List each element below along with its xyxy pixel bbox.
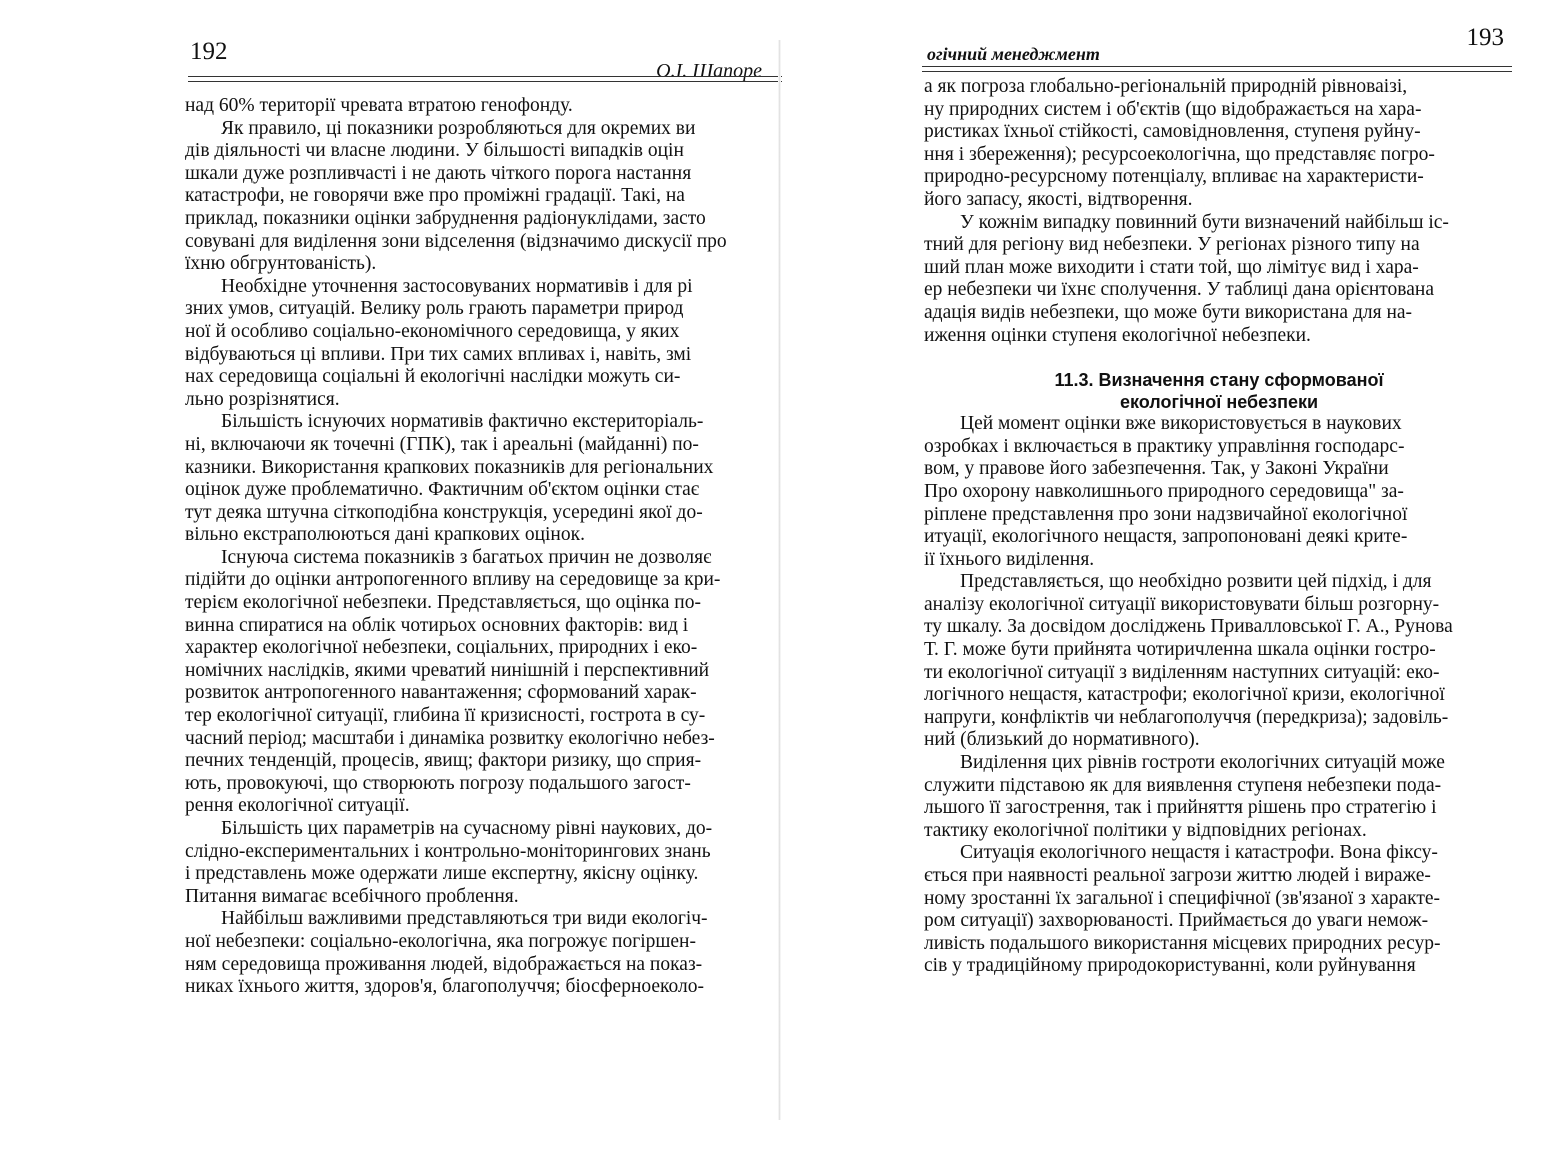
section-heading: екологічної небезпеки [1119,392,1319,413]
text-line: Про охорону навколишнього природного середовища" за- [924,480,1404,502]
text-line: иження оцінки ступеня екологічної небезпеки. [924,324,1311,346]
text-line: печних тенденцій, процесів, явищ; фактори ризику, що сприя- [185,750,702,772]
text-line: номічних наслідків, якими чреватий нинішній і перспективний [185,659,710,681]
text-line: ної й особливо соціально-економічного середовища, у яких [185,320,680,342]
text-line: Представляється, що необхідно розвити цей підхід, і для [960,571,1432,593]
text-line: дів діяльності чи власне людини. У більшості випадків оцін [185,140,684,162]
text-line: тний для регіону вид небезпеки. У регіонах різного типу на [924,234,1420,256]
text-line: тактику екологічної політики у відповідних регіонах. [924,819,1367,841]
header-rule [188,76,782,77]
text-line: а як погроза глобально-регіональній природній рівноваізі, [924,76,1408,97]
page-number: 193 [1466,24,1504,51]
text-line: Виділення цих рівнів гостроти екологічних ситуацій може [960,752,1445,774]
text-line: розвиток антропогенного навантаження; сформований харак- [185,682,697,704]
text-line: шкали дуже розпливчасті і не дають чіткого порога настання [185,162,692,184]
header-rule [188,81,782,82]
text-line: Найбільш важливими представляються три види екологіч- [221,908,708,930]
text-line: ристиках їхньої стійкості, самовідновлення, ступеня руйну- [924,121,1421,143]
text-line: ту шкалу. За досвідом досліджень Привалловської Г. А., Рунова [924,616,1453,638]
text-line: його запасу, якості, відтворення. [924,188,1193,210]
text-line: Більшість існуючих нормативів фактично екстериторіаль- [221,411,704,433]
text-line: ріплене представлення про зони надзвичайної екологічної [924,503,1408,525]
text-line: ер небезпеки чи їхнє сполучення. У таблиці дана орієнтована [924,279,1434,301]
text-line: часний період; масштаби і динаміка розвитку екологічно небез- [185,727,715,749]
running-head: огічний менеджмент [927,44,1100,64]
text-line: оцінок дуже проблематично. Фактичним об'єктом оцінки стає [185,479,700,501]
text-line: Необхідне уточнення застосовуваних нормативів і для рі [221,275,693,297]
text-line: ії їхнього виділення. [924,548,1095,570]
text-line: їхню обгрунтованість). [185,253,377,275]
text-line: природно-ресурсному потенціалу, впливає на характеристи- [924,166,1424,188]
text-line: ливість подальшого використання місцевих природних ресур- [924,932,1441,954]
text-line: і представлень може одержати лише експертну, якісну оцінку. [185,863,699,885]
text-line: Ситуація екологічного нещастя і катастрофи. Вона фіксу- [960,842,1438,864]
page-body [924,76,1514,978]
text-line: итуації, екологічного нещастя, запропоновані деякі крите- [924,526,1408,548]
text-line: тут деяка штучна сіткоподібна конструкція, усередині якої до- [185,501,703,523]
gutter [778,40,781,1120]
text-line: вільно екстраполюються дані крапкових оцінок. [185,524,585,546]
text-line: Цей момент оцінки вже використовується в наукових [960,413,1402,435]
text-line: відбуваються ці впливи. При тих самих впливах і, навіть, змі [185,343,692,365]
text-line: ром ситуації) захворюваності. Приймається до уваги немож- [924,910,1429,932]
text-line: рення екологічної ситуації. [185,795,410,817]
text-line: ння і збереження); ресурсоекологічна, що представляє погро- [924,143,1435,165]
text-line: приклад, показники оцінки забруднення радіонуклідами, засто [185,207,706,229]
text-line: нах середовища соціальні й екологічні наслідки можуть си- [185,366,681,388]
text-line: сів у традиційному природокористуванні, коли руйнування [924,955,1416,977]
running-head: О.І. Шапоре [656,60,762,82]
text-line: підійти до оцінки антропогенного впливу на середовище за кри- [185,569,721,591]
text-line: напруги, конфліктів чи неблагополуччя (передкриза); задовіль- [924,706,1449,728]
text-line: вом, у правове його забезпечення. Так, у Законі України [924,458,1389,480]
text-line: У кожнім випадку повинний бути визначений найбільш іс- [960,211,1449,233]
right-page [782,0,1564,1152]
text-line: ну природних систем і об'єктів (що відображається на хара- [924,98,1422,120]
text-line: ні, включаючи як точечні (ГПК), так і ареальні (майданні) по- [185,433,699,455]
text-line: катастрофи, не говорячи вже про проміжні градації. Такі, на [185,185,685,207]
text-line: служити підставою як для виявлення ступеня небезпеки пода- [924,774,1442,796]
text-line: Більшість цих параметрів на сучасному рівні наукових, до- [221,818,713,839]
text-line: ший план може виходити і стати той, що лімітує вид і хара- [924,256,1419,278]
text-line: над 60% території чревата втратою генофонду. [185,95,573,116]
text-line: Т. Г. може бути прийнята чотиричленна шкала оцінки гостро- [924,639,1436,661]
text-line: Питання вимагає всебічного проблення. [185,885,519,907]
header-rule [922,71,1512,72]
text-line: логічного нещастя, катастрофи; екологічної кризи, екологічної [924,684,1445,706]
text-line: адація видів небезпеки, що може бути використана для на- [924,301,1413,323]
text-line: льно розрізнятися. [185,388,340,410]
text-line: ти екологічної ситуації з виділенням наступних ситуацій: еко- [924,661,1440,683]
text-line: казники. Використання крапкових показників для регіональних [185,456,714,478]
text-line: Як правило, ці показники розробляються для окремих ви [221,117,696,139]
text-line: ному зростанні їх загальної і специфічної (зв'язаної з характе- [924,887,1441,909]
text-line: ють, провокуючі, що створюють погрозу подальшого загост- [185,772,691,794]
header-rule [922,66,1512,67]
text-line: Існуюча система показників з багатьох причин не дозволяє [221,546,712,568]
text-line: тер екологічної ситуації, глибина її кризисності, гострота в су- [185,705,706,727]
text-line: винна спиратися на облік чотирьох основних факторів: вид і [185,614,689,636]
text-line: льшого її загострення, так і прийняття рішень про стратегію і [924,797,1437,819]
text-line: ний (близький до нормативного). [924,729,1200,751]
section-heading: 11.3. Визначення стану сформованої [1054,370,1384,391]
text-line: аналізу екологічної ситуації використовувати більш розгорну- [924,593,1440,615]
text-line: никах їхнього життя, здоров'я, благополуччя; біосферноеколо- [185,976,704,998]
text-line: озробках і включається в практику управління господарс- [924,435,1405,457]
text-line: зних умов, ситуацій. Велику роль грають параметри природ [185,298,684,320]
text-line: ється при наявності реальної загрози життю людей і вираже- [924,865,1431,886]
page-body [185,95,775,999]
page-number: 192 [190,38,228,65]
text-line: характер екологічної небезпеки, соціальних, природних і еко- [185,637,698,659]
text-line: ної небезпеки: соціально-екологічна, яка погрожує погіршен- [185,930,696,952]
text-line: ням середовища проживання людей, відображається на показ- [185,953,703,975]
text-line: терієм екологічної небезпеки. Представляється, що оцінка по- [185,592,701,614]
text-line: совувані для виділення зони відселення (відзначимо дискусії про [185,230,727,252]
text-line: слідно-експериментальних і контрольно-моніторингових знань [185,840,711,862]
